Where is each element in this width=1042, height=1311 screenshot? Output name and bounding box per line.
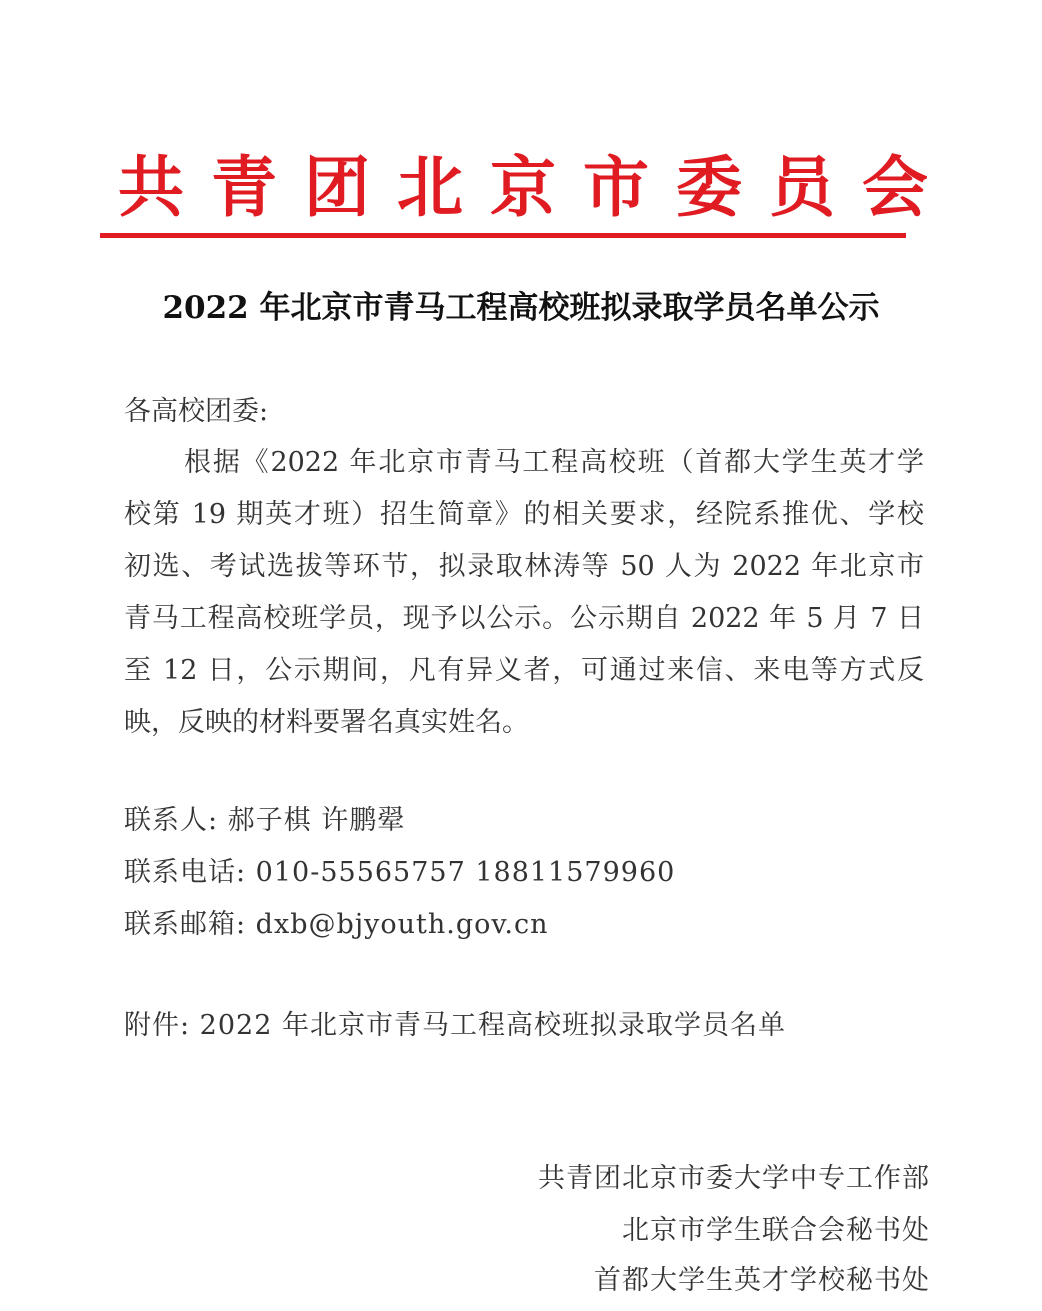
letterhead-char: 北 <box>397 149 463 226</box>
contact-phone: 联系电话: 010-55565757 18811579960 <box>124 857 676 888</box>
signature-org: 首都大学生英才学校秘书处 <box>594 1265 930 1296</box>
body-line: 初选、考试选拔等环节，拟录取林涛等 50 人为 2022 年北京市 <box>124 551 924 582</box>
body-line: 青马工程高校班学员，现予以公示。公示期自 2022 年 5 月 7 日 <box>124 603 924 634</box>
letterhead <box>118 148 928 228</box>
letterhead-char: 青 <box>211 149 277 226</box>
letterhead-char: 员 <box>769 149 835 226</box>
letterhead-char: 共 <box>118 149 184 226</box>
contact-person: 联系人: 郝子棋 许鹏翚 <box>124 805 406 836</box>
signature-org: 北京市学生联合会秘书处 <box>622 1215 930 1246</box>
letterhead-char: 会 <box>862 149 928 226</box>
letterhead-divider <box>100 233 906 238</box>
body-line: 映，反映的材料要署名真实姓名。 <box>124 707 529 738</box>
letterhead-char: 市 <box>583 149 649 226</box>
body-line: 至 12 日，公示期间，凡有异义者，可通过来信、来电等方式反 <box>124 655 924 686</box>
document-title: 2022 年北京市青马工程高校班拟录取学员名单公示 <box>162 290 880 326</box>
body-line: 根据《2022 年北京市青马工程高校班（首都大学生英才学 <box>184 447 924 478</box>
letterhead-char: 委 <box>676 149 742 226</box>
signature-org: 共青团北京市委大学中专工作部 <box>538 1163 930 1194</box>
salutation: 各高校团委: <box>124 396 269 427</box>
body-line: 校第 19 期英才班）招生简章》的相关要求，经院系推优、学校 <box>124 499 924 530</box>
contact-email: 联系邮箱: dxb@bjyouth.gov.cn <box>124 909 549 940</box>
letterhead-char: 团 <box>304 149 370 226</box>
letterhead-char: 京 <box>490 149 556 226</box>
attachment-note: 附件: 2022 年北京市青马工程高校班拟录取学员名单 <box>124 1010 786 1041</box>
